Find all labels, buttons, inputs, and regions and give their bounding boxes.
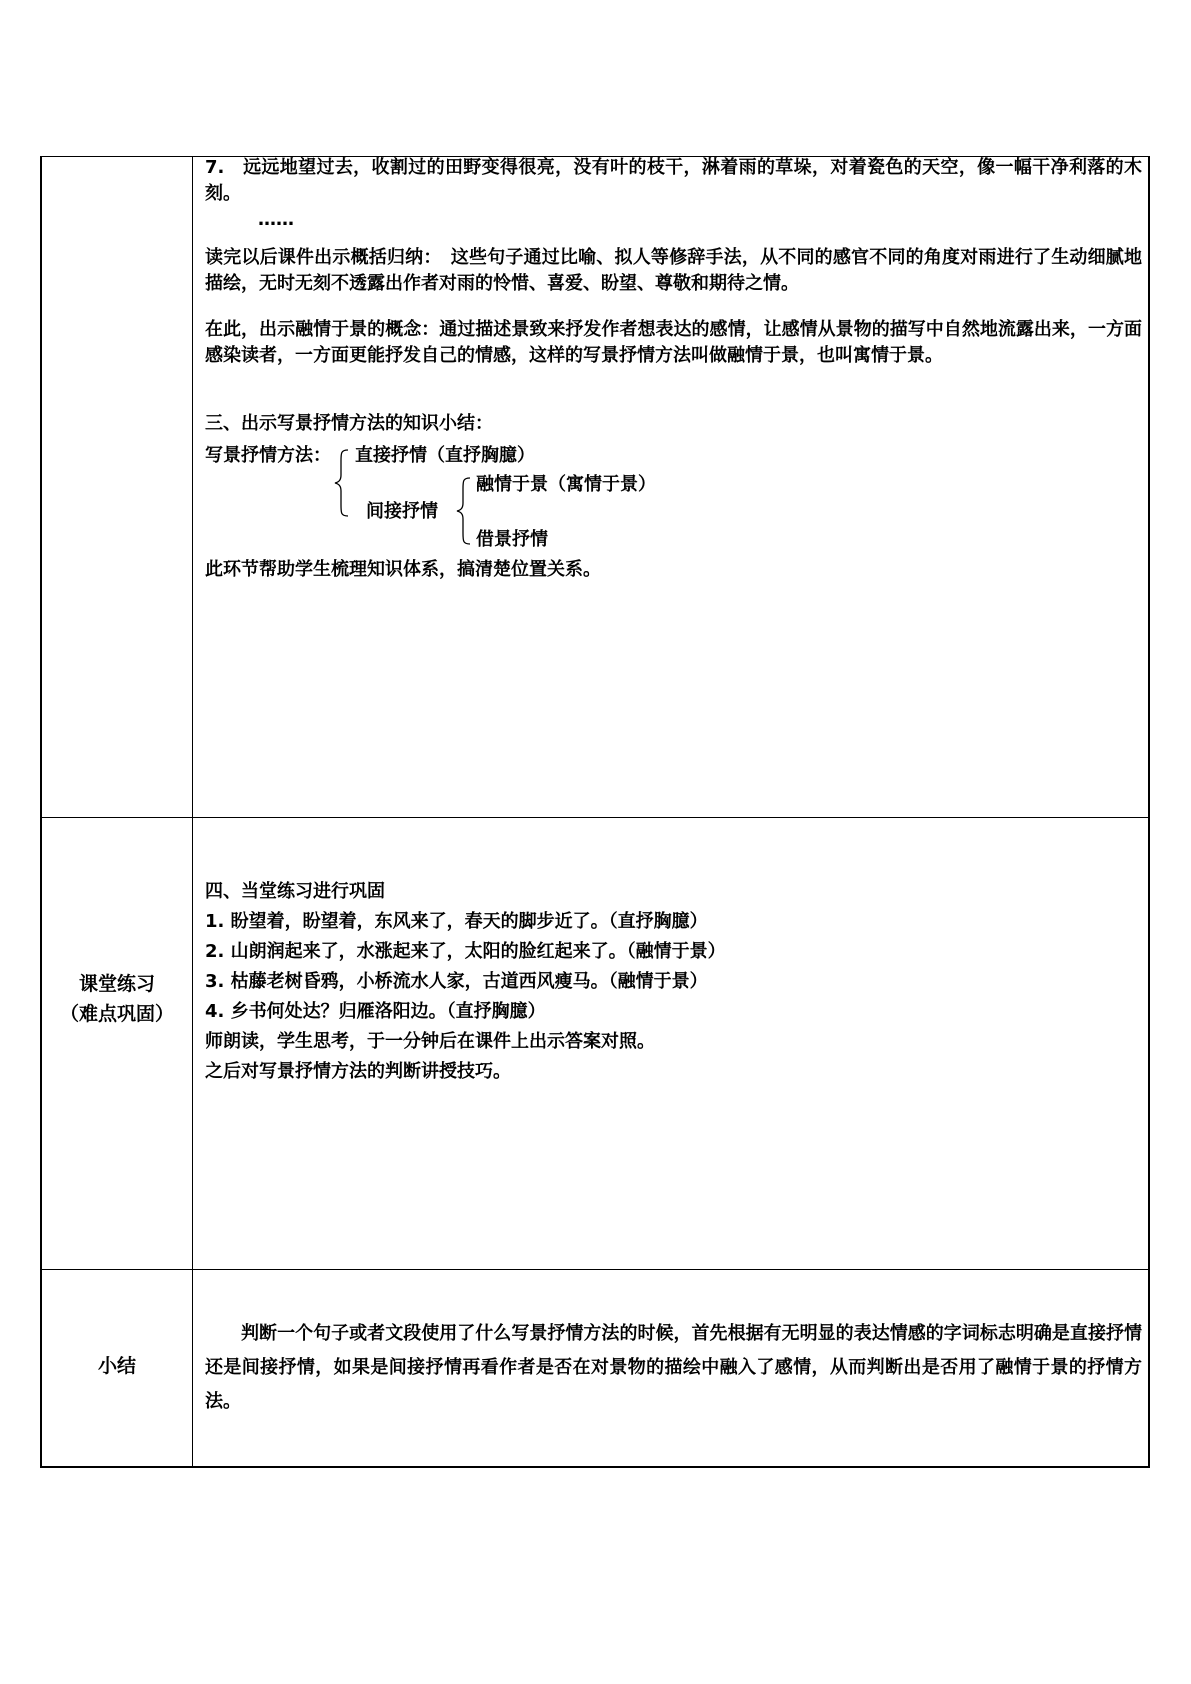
closing-note: 此环节帮助学生梳理知识体系，搞清楚位置关系。 [205,559,601,580]
exercise-item: 3. 枯藤老树昏鸦，小桥流水人家，古道西风瘦马。（融情于景） [205,971,708,992]
left-brace-icon [332,447,352,519]
row-label-practice-sub: （难点巩固） [59,1003,174,1025]
row-divider [42,817,1148,818]
diagram-direct-lyric: 直接抒情（直抒胸臆） [355,445,535,466]
summary-paragraph-final: 判断一个句子或者文段使用了什么写景抒情方法的时候，首先根据有无明显的表达情感的字词标志明确是直接抒情还是间接抒情，如果是间接抒情再看作者是否在对景物的描绘中融入了感情，从而判断出是否用了融情于景的抒情方法。 [205,1323,1142,1412]
diagram-indirect-a: 融情于景（寓情于景） [476,474,656,495]
concept-paragraph: 在此，出示融情于景的概念：通过描述景致来抒发作者想表达的感情，让感情从景物的描写中自然地流露出来，一方面感染读者，一方面更能抒发自己的情感，这样的写景抒情方法叫做融情于景，也叫寓情于景。 [205,319,1142,366]
row-label-practice: 课堂练习 [78,973,155,995]
exercise-note: 之后对写景抒情方法的判断讲授技巧。 [205,1061,511,1082]
diagram-indirect-lyric: 间接抒情 [366,501,438,522]
row-divider [42,1269,1148,1270]
row-label-summary: 小结 [97,1355,136,1377]
ellipsis: …… [258,209,294,230]
lesson-plan-table [40,156,1150,1468]
exercise-item: 1. 盼望着，盼望着，东风来了，春天的脚步近了。（直抒胸臆） [205,911,708,932]
diagram-indirect-b: 借景抒情 [476,529,548,550]
diagram-root-label: 写景抒情方法： [205,445,331,466]
exercise-note: 师朗读，学生思考，于一分钟后在课件上出示答案对照。 [205,1031,655,1052]
exercise-item: 2. 山朗润起来了，水涨起来了，太阳的脸红起来了。（融情于景） [205,941,726,962]
summary-paragraph: 读完以后课件出示概括归纳： 这些句子通过比喻、拟人等修辞手法，从不同的感官不同的角度对雨进行了生动细腻地描绘，无时无刻不透露出作者对雨的怜惜、喜爱、盼望、尊敬和期待之情。 [205,247,1142,294]
left-brace-icon [454,475,474,547]
section-3-title: 三、出示写景抒情方法的知识小结： [205,413,493,434]
exercise-item: 4. 乡书何处达？归雁洛阳边。（直抒胸臆） [205,1001,546,1022]
section-4-title: 四、当堂练习进行巩固 [205,881,385,902]
example-sentence-7: 7. 远远地望过去，收割过的田野变得很亮，没有叶的枝干，淋着雨的草垛，对着瓷色的天空，像一幅干净利落的木刻。 [205,157,1142,204]
